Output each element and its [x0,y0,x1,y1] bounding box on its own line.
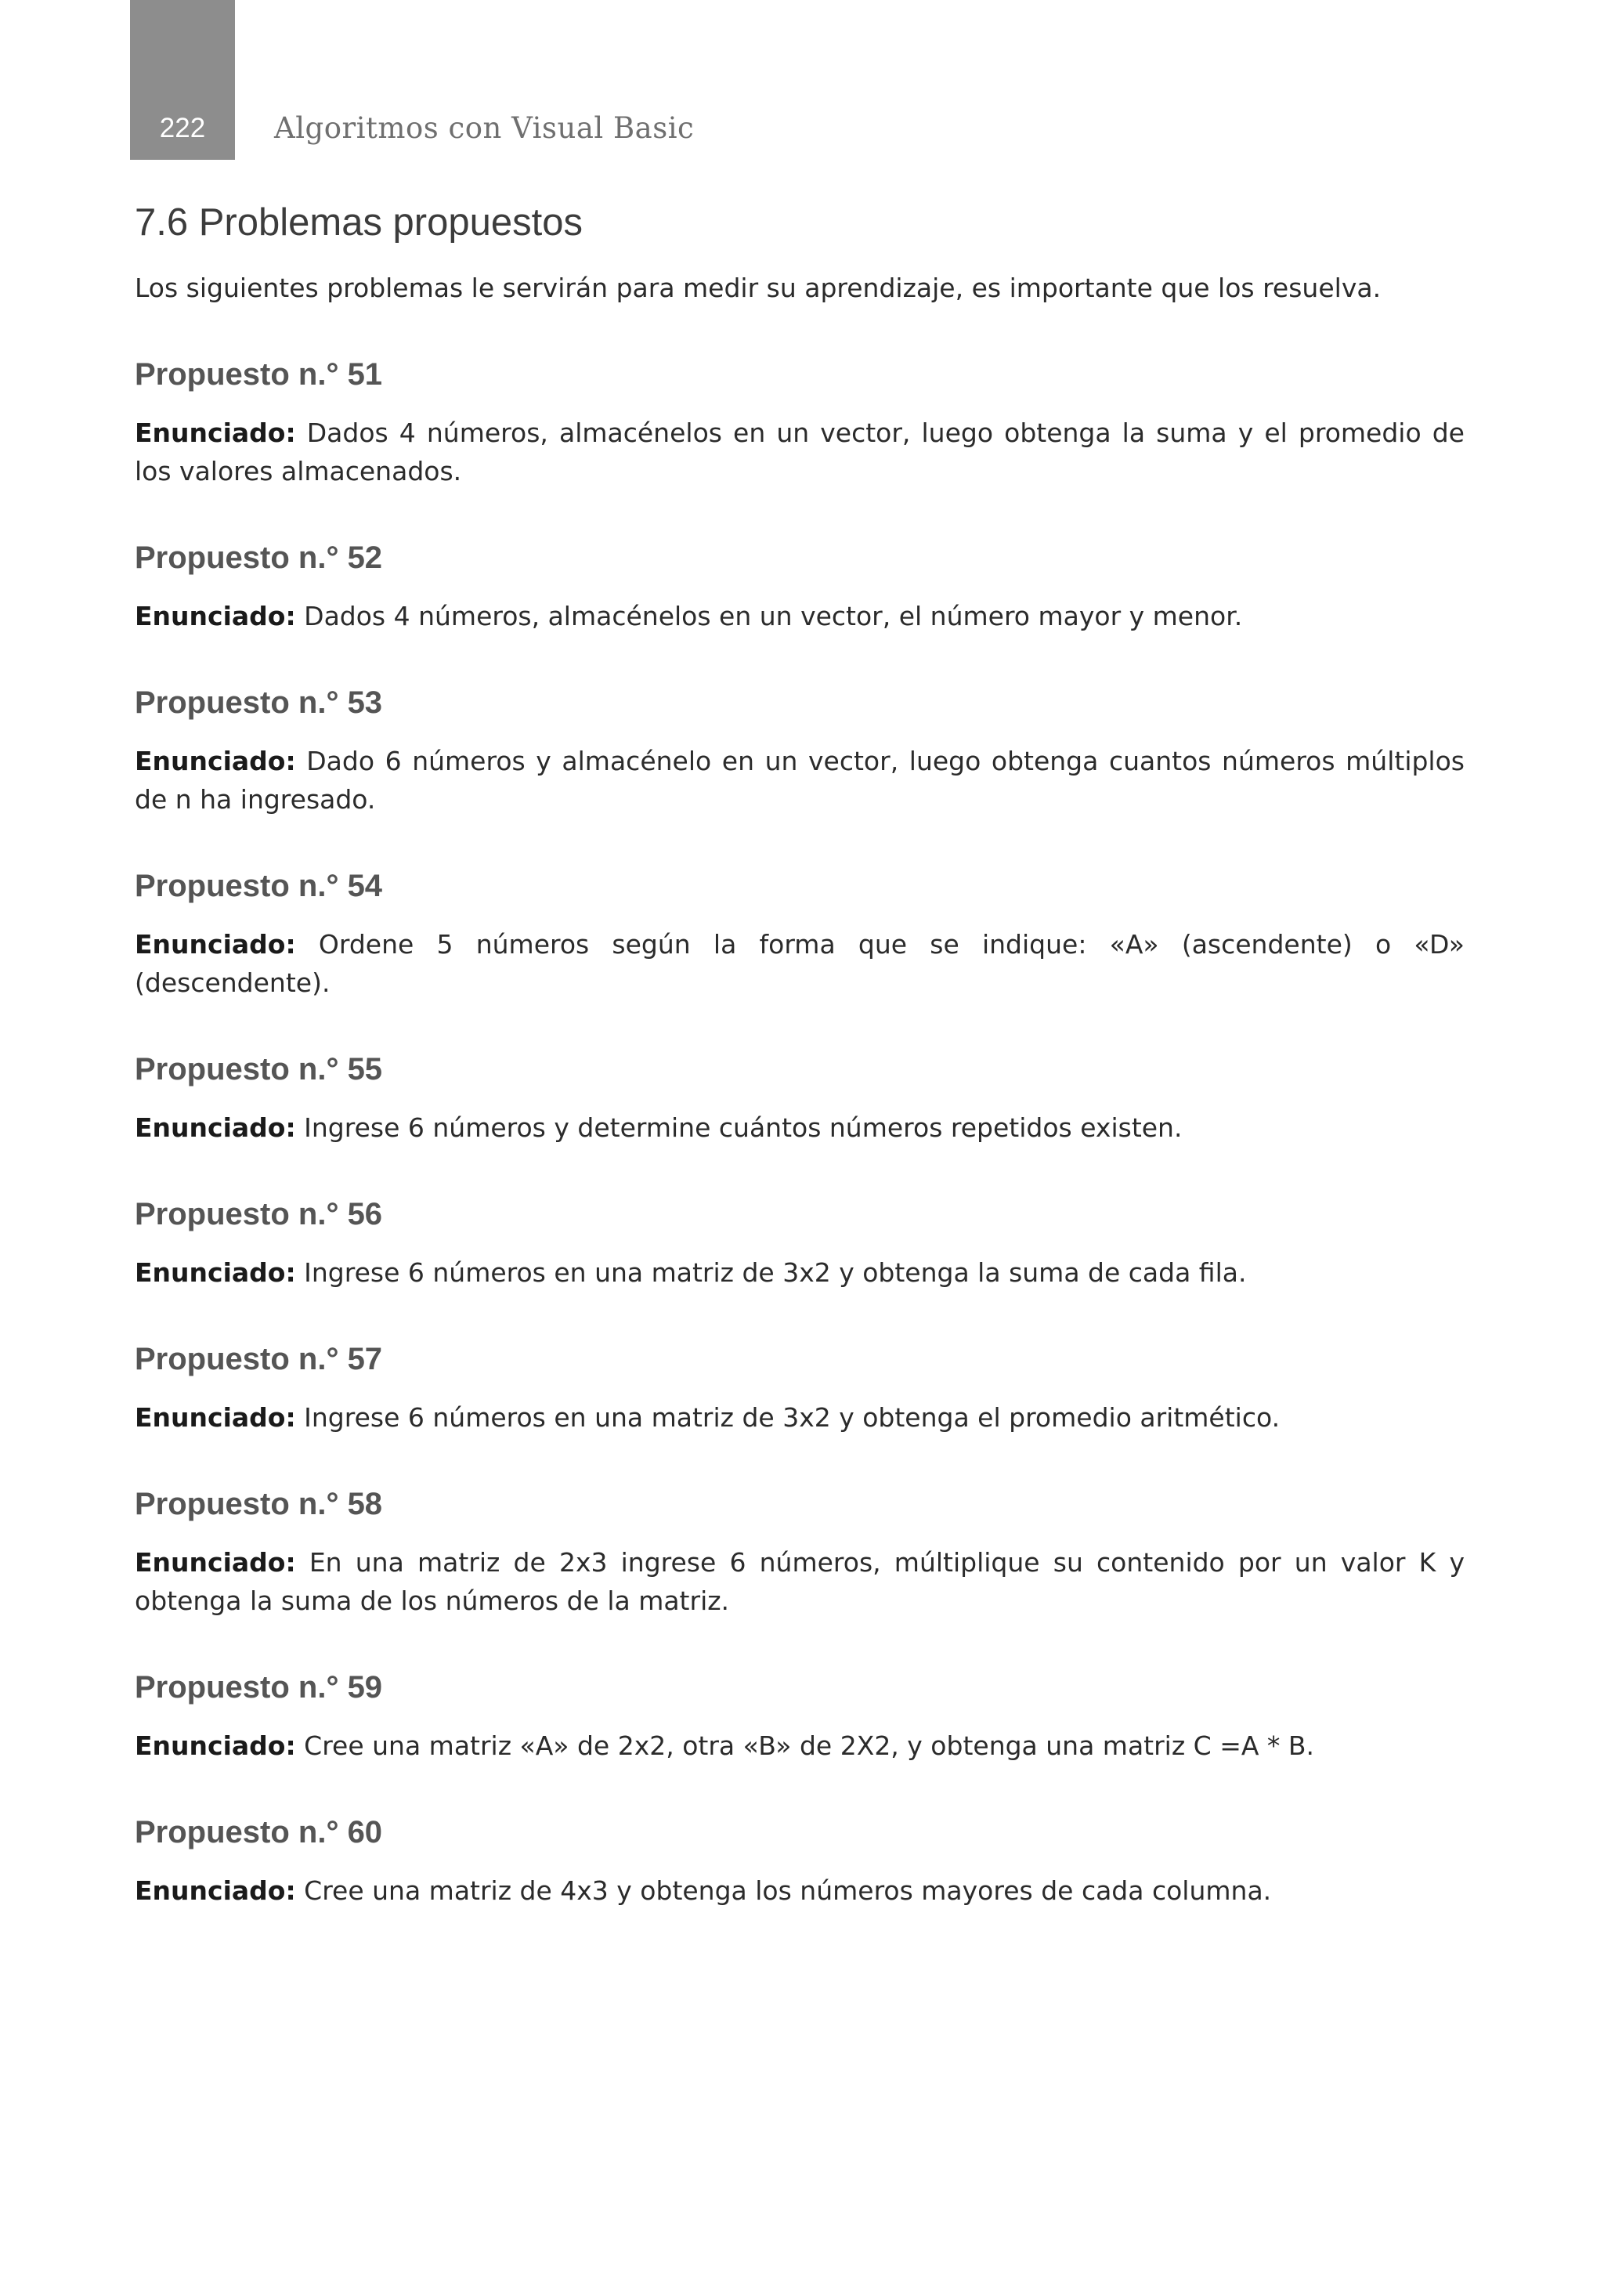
statement-label: Enunciado: [135,1112,296,1143]
statement-text: Ingrese 6 números en una matriz de 3x2 y obtenga la suma de cada fila. [304,1257,1247,1288]
problem-statement [135,742,1465,819]
problem-58 [135,1484,1465,1620]
statement-label: Enunciado: [135,1257,296,1288]
section-intro: Los siguientes problemas le servirán para medir su aprendizaje, es importante que los resuelva. [135,273,1382,303]
problem-56 [135,1194,1465,1292]
statement-text: Cree una matriz «A» de 2x2, otra «B» de 2X2, y obtenga una matriz C =A * B. [304,1730,1315,1761]
statement-label: Enunciado: [135,418,296,448]
statement-label: Enunciado: [135,1730,296,1761]
statement-text: Dado 6 números y almacénelo en un vector, luego obtenga cuantos números múltiplos de n ha ingresado. [135,746,1465,815]
problem-title: Propuesto n.° 53 [135,685,383,720]
problem-55 [135,1049,1465,1147]
statement-text: Cree una matriz de 4x3 y obtenga los números mayores de cada columna. [304,1875,1272,1906]
page-number: 222 [159,113,206,143]
problem-title: Propuesto n.° 58 [135,1487,383,1521]
problem-60 [135,1812,1465,1910]
problem-title: Propuesto n.° 51 [135,357,383,392]
problem-title: Propuesto n.° 60 [135,1815,383,1849]
problem-statement [135,597,1465,635]
problem-54 [135,866,1465,1002]
problem-title: Propuesto n.° 56 [135,1197,383,1231]
page-content [135,197,1465,1910]
statement-text: Ingrese 6 números y determine cuántos números repetidos existen. [304,1112,1183,1143]
running-title: Algoritmos con Visual Basic [274,111,695,145]
problem-statement [135,1543,1465,1620]
statement-label: Enunciado: [135,601,296,631]
problem-statement [135,1727,1465,1765]
problem-51 [135,354,1465,490]
statement-text: En una matriz de 2x3 ingrese 6 números, múltiplique su contenido por un valor K y obtenga la suma de los números de la matriz. [135,1547,1465,1616]
statement-label: Enunciado: [135,1875,296,1906]
problem-53 [135,682,1465,819]
problem-statement [135,1253,1465,1292]
problem-52 [135,537,1465,635]
problem-statement [135,414,1465,490]
section-title: 7.6 Problemas propuestos [135,201,583,244]
problem-statement [135,925,1465,1002]
statement-text: Dados 4 números, almacénelos en un vector, luego obtenga la suma y el promedio de los valores almacenados. [135,418,1465,486]
problem-title: Propuesto n.° 54 [135,869,383,903]
statement-label: Enunciado: [135,1547,296,1578]
problem-title: Propuesto n.° 57 [135,1342,383,1376]
problem-statement [135,1108,1465,1147]
problem-title: Propuesto n.° 59 [135,1670,383,1705]
problem-statement [135,1871,1465,1910]
problem-statement [135,1398,1465,1437]
problem-title: Propuesto n.° 52 [135,541,383,575]
problem-title: Propuesto n.° 55 [135,1052,383,1087]
statement-label: Enunciado: [135,1402,296,1433]
statement-label: Enunciado: [135,746,296,776]
statement-text: Ingrese 6 números en una matriz de 3x2 y obtenga el promedio aritmético. [304,1402,1281,1433]
statement-text: Ordene 5 números según la forma que se indique: «A» (ascendente) o «D» (descendente). [135,929,1465,998]
statement-label: Enunciado: [135,929,296,960]
problem-57 [135,1339,1465,1437]
problem-59 [135,1667,1465,1765]
statement-text: Dados 4 números, almacénelos en un vector, el número mayor y menor. [304,601,1243,631]
